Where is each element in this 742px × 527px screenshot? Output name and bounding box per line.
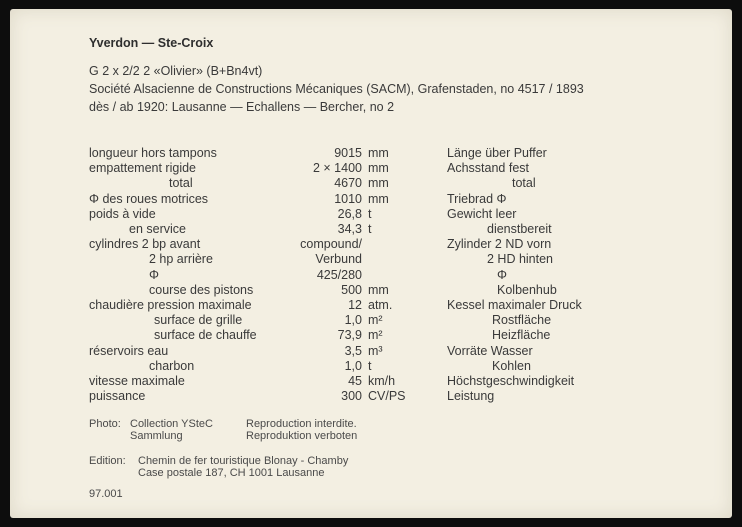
spec-value: 34,3 [337,222,362,236]
spec-value: 4670 [334,176,362,190]
spec-label-fr: longueur hors tampons [89,146,217,160]
spec-unit: mm [368,176,389,190]
spec-value: 3,5 [344,344,362,358]
spec-label-fr: cylindres 2 bp avant [89,237,201,251]
spec-label-fr: poids à vide [89,207,156,221]
spec-unit: t [368,359,372,373]
photo-sammlung: Sammlung [130,430,183,442]
spec-value: 1010 [334,192,362,206]
spec-value: Verbund [315,252,362,266]
spec-label-fr: Φ [149,268,159,282]
spec-label-de: Länge über Puffer [447,146,547,160]
spec-value: 1,0 [344,313,362,327]
spec-unit: mm [368,161,389,175]
spec-unit: mm [368,146,389,160]
spec-label-de: Φ [497,268,507,282]
postcard [10,9,732,518]
spec-label-de: Kohlen [492,359,531,373]
spec-value: compound/ [300,237,362,251]
spec-label-de: 2 HD hinten [487,252,554,266]
spec-label-fr: charbon [149,359,195,373]
spec-label-de: Leistung [447,389,495,403]
spec-unit: mm [368,283,389,297]
spec-label-de: Vorräte Wasser [447,344,533,358]
spec-label-fr: chaudière pression maximale [89,298,252,312]
spec-unit: m³ [368,344,383,358]
spec-label-de: Triebrad Φ [447,192,507,206]
spec-unit: t [368,222,372,236]
spec-unit: m² [368,328,383,342]
spec-label-fr: 2 hp arrière [149,252,213,266]
builder-line: Société Alsacienne de Constructions Mécaniques (SACM), Grafenstaden, no 4517 / 1893 [89,82,584,96]
reproduction-de: Reproduktion verboten [246,430,358,442]
spec-unit: m² [368,313,383,327]
service-line: dès / ab 1920: Lausanne — Echallens — Bercher, no 2 [89,100,395,114]
spec-label-fr: réservoirs eau [89,344,169,358]
spec-label-de: Zylinder 2 ND vorn [447,237,552,251]
spec-value: 425/280 [316,268,362,282]
spec-value: 12 [348,298,362,312]
spec-unit: km/h [368,374,396,388]
spec-label-de: Kolbenhub [497,283,557,297]
spec-label-fr: empattement rigide [89,161,197,175]
spec-label-de: Gewicht leer [447,207,517,221]
spec-value: 73,9 [337,328,362,342]
spec-label-fr: course des pistons [149,283,254,297]
photo-collection: Collection YSteC [130,418,213,430]
reproduction-fr: Reproduction interdite. [246,418,357,430]
spec-label-fr: vitesse maximale [89,374,185,388]
spec-value: 9015 [334,146,362,160]
spec-unit: atm. [368,298,393,312]
photo-label: Photo: [89,418,121,430]
spec-label-de: Höchstgeschwindigkeit [447,374,575,388]
spec-label-fr: Φ des roues motrices [89,192,209,206]
spec-label-de: Heizfläche [492,328,551,342]
spec-label-fr: total [169,176,193,190]
spec-label-fr: puissance [89,389,146,403]
spec-label-de: total [512,176,536,190]
spec-label-de: Kessel maximaler Druck [447,298,582,312]
catalog-code: 97.001 [89,488,123,500]
spec-value: 2 × 1400 [312,161,362,175]
spec-value: 45 [348,374,362,388]
spec-label-de: Rostfläche [492,313,552,327]
edition-line-1: Chemin de fer touristique Blonay - Chamby [138,455,349,467]
edition-line-2: Case postale 187, CH 1001 Lausanne [138,467,325,479]
spec-unit: CV/PS [368,389,406,403]
locomotive-designation: G 2 x 2/2 2 «Olivier» (B+Bn4vt) [89,64,263,78]
route-title: Yverdon — Ste-Croix [89,36,214,50]
spec-label-fr: surface de grille [154,313,243,327]
spec-unit: t [368,207,372,221]
spec-unit: mm [368,192,389,206]
edition-label: Edition: [89,455,126,467]
spec-value: 1,0 [344,359,362,373]
spec-label-fr: surface de chauffe [154,328,257,342]
spec-value: 500 [341,283,362,297]
spec-label-fr: en service [129,222,186,236]
spec-label-de: dienstbereit [487,222,552,236]
spec-value: 26,8 [337,207,362,221]
spec-label-de: Achsstand fest [447,161,529,175]
spec-value: 300 [341,389,362,403]
